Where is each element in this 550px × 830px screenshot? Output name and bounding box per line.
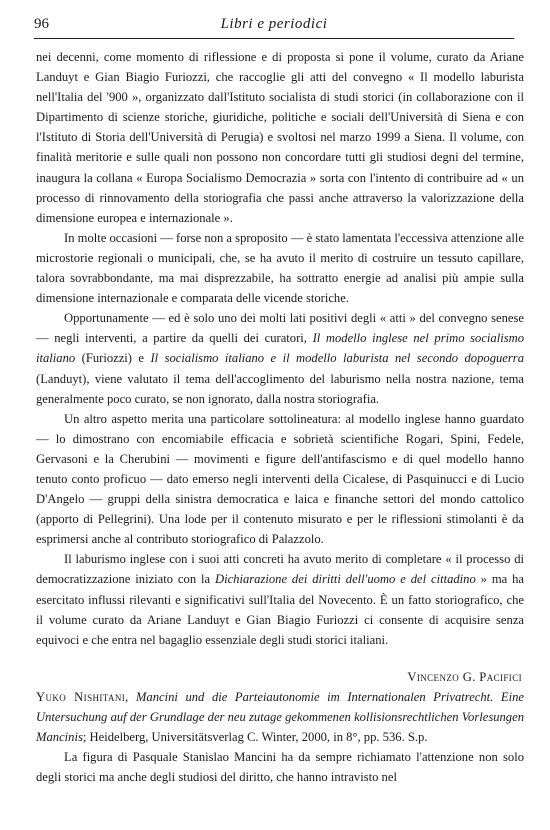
paragraph-text: (Furiozzi) e	[75, 351, 151, 366]
page-header	[34, 14, 514, 39]
paragraph	[36, 549, 524, 649]
review-heading: Yuko Nishitani, Mancini und die Parteiautonomie im Internationalen Privatrecht. Eine Untersuchung auf der Grundlage der neu zutage gekommenen kollisionsrechtlichen Vorlesungen Mancinis; Heidelberg, Universitätsverlag C. Winter, 2000, in 8°, pp. 536. S.p.	[36, 689, 524, 745]
paragraph-text: Opportunamente — ed è solo uno dei molti lati positivi degli « atti » del convegno senese — negli interventi, a partire da quelli dei curatori,	[36, 311, 524, 346]
review-author: Yuko Nishitani	[36, 689, 126, 704]
review-signature: Vincenzo G. Pacifici	[407, 669, 522, 684]
page-number: 96	[34, 16, 49, 32]
paragraph: Un altro aspetto merita una particolare sottolineatura: al modello inglese hanno guardato — lo dimostrano con encomiabile efficacia e sobrietà scientifiche Rogari, Spini, Fedele, Gervasoni e la Cherubini — movimenti e figure dell'antifascismo e di quel modello hanno tenuto conto proficuo — dato emerso negli interventi della Cicalese, di Pasquinucci e di Lucio D'Angelo — gruppi della sinistra democratica e laica e finanche settori del mondo cattolico (apporto di Pellegrini). Una lode per il contenuto misurato e per le riflessioni stimolanti è da esprimersi anche al contributo storiografico di Palazzolo.	[36, 411, 524, 547]
paragraph: La figura di Pasquale Stanislao Mancini ha da sempre richiamato l'attenzione non solo degli storici ma anche degli studiosi del diritto, che hanno intravisto nel	[36, 750, 524, 785]
paragraph	[36, 308, 524, 408]
review-book-title: Mancini und die Parteiautonomie im Internationalen Privatrecht. Eine Untersuchung auf der Grundlage der neu zutage gekommenen kollisionsrechtlichen Vorlesungen Mancinis	[36, 689, 524, 745]
cited-title: Il modello inglese nel primo socialismo italiano	[36, 331, 524, 366]
paragraph-text: Il laburismo inglese con i suoi atti concreti ha avuto merito di completare « il processo di democratizzazione iniziato con la	[36, 552, 524, 587]
paragraph-text: » ma ha esercitato influssi rilevanti e significativi sull'Italia del Novecento. È un fatto storiografico, che il volume curato da Ariane Landuyt e Gian Biagio Furiozzi ci consente di acquisire senza equivoci e che entra nel bagaglio essenziale degli studi storici italiani.	[36, 572, 524, 647]
running-title: Libri e periodici	[220, 16, 328, 32]
paragraph: In molte occasioni — forse non a sproposito — è stato lamentata l'eccessiva attenzione alle microstorie regionali o municipali, che, se ha avuto il merito di costruire un tessuto capillare, talora sovrabbondante, ma mai disprezzabile, ha sottratto energie ad analisi più ampie sulla dimensione internazionale e comparata delle vicende storiche.	[36, 230, 524, 306]
paragraph-text: (Landuyt), viene valutato il tema dell'accoglimento del laburismo nella nostra nazione, tema generalmente poco curato, se non ignorato, dalla nostra storiografia.	[36, 371, 524, 406]
cited-title: Il socialismo italiano e il modello laburista nel secondo dopoguerra	[150, 351, 524, 366]
body-text	[36, 47, 524, 787]
review-publication: ; Heidelberg, Universitätsverlag C. Winter, 2000, in 8°, pp. 536. S.p.	[82, 730, 428, 745]
cited-title: Dichiarazione dei diritti dell'uomo e del cittadino	[214, 572, 476, 587]
paragraph: nei decenni, come momento di riflessione e di proposta si pone il volume, curato da Ariane Landuyt e Gian Biagio Furiozzi, che raccoglie gli atti del convegno « Il modello laburista nell'Italia del '900 », organizzato dall'Istituto socialista di studi storici (in collaborazione con il Dipartimento di scienze storiche, giuridiche, politiche e sociali dell'Università di Siena e con l'Istituto di Storia dell'Università di Perugia) e svoltosi nel marzo 1999 a Siena. Il volume, con finalità meritorie e sulle quali non possono non concordare tutti gli studiosi degni del termine, inaugura la collana « Europa Socialismo Democrazia » sorta con l'intento di contribuire ad « un processo di rinnovamento della storiografia che passi anche attraverso la valorizzazione della dimensione europea e internazionale ».	[36, 50, 524, 225]
